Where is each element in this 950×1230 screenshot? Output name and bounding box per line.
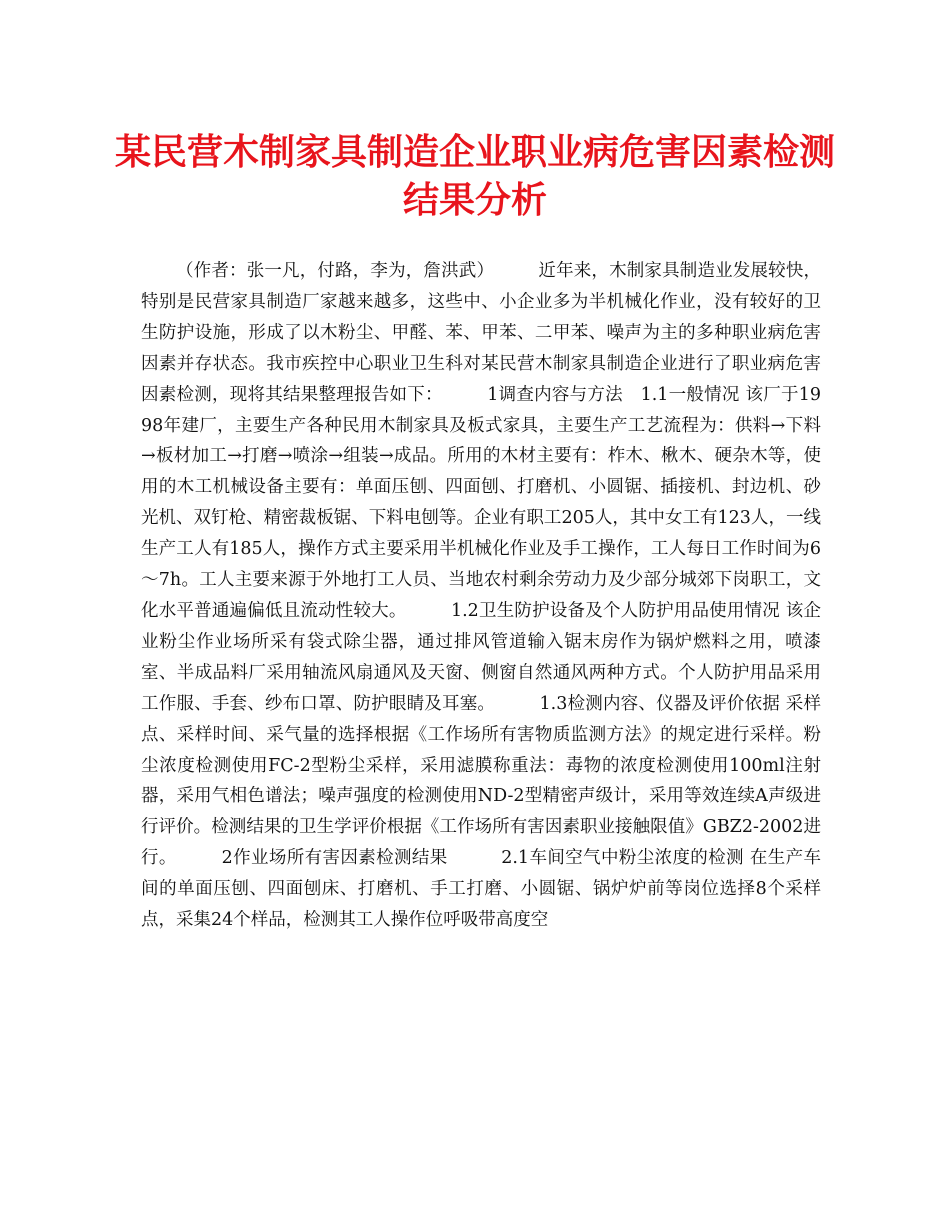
document-body: （作者：张一凡，付路，李为，詹洪武） 近年来，木制家具制造业发展较快，特别是民营家具制造厂家越来越多，这些中、小企业多为半机械化作业，没有较好的卫生防护设施，形成了以木粉尘、甲醛、苯、甲苯、二甲苯、噪声为主的多种职业病危害因素并存状态。我市疾控中心职业卫生科对某民营木制家具制造企业进行了职业病危害因素检测，现将其结果整理报告如下： 1调查内容与方法 1.1一般情况 该厂于1998年建厂，主要生产各种民用木制家具及板式家具，主要生产工艺流程为：供料→下料→板材加工→打磨→喷涂→组装→成品。所用的木材主要有：柞木、楸木、硬杂木等，使用的木工机械设备主要有：单面压刨、四面刨、打磨机、小圆锯、插接机、封边机、砂光机、双钉枪、精密裁板锯、下料电刨等。企业有职工205人，其中女工有123人，一线生产工人有185人，操作方式主要采用半机械化作业及手工操作，工人每日工作时间为6～7h。工人主要来源于外地打工人员、当地农村剩余劳动力及少部分城郊下岗职工，文化水平普通遍偏低且流动性较大。 1.2卫生防护设备及个人防护用品使用情况 该企业粉尘作业场所采有袋式除尘器，通过排风管道输入锯末房作为锅炉燃料之用，喷漆室、半成品料厂采用轴流风扇通风及天窗、侧窗自然通风两种方式。个人防护用品采用工作服、手套、纱布口罩、防护眼睛及耳塞。 1.3检测内容、仪器及评价依据 采样点、采样时间、采气量的选择根据《工作场所有害物质监测方法》的规定进行采样。粉尘浓度检测使用FC-2型粉尘采样，采用滤膜称重法：毒物的浓度检测使用100ml注射器，采用气相色谱法；噪声强度的检测使用ND-2型精密声级计，采用等效连续A声级进行评价。检测结果的卫生学评价根据《工作场所有害因素职业接触限值》GBZ2-2002进行。 2作业场所有害因素检测结果 2.1车间空气中粉尘浓度的检测 在生产车间的单面压刨、四面刨床、打磨机、手工打磨、小圆锯、锅炉炉前等岗位选择8个采样点，采集24个样品，检测其工人操作位呼吸带高度空	[141, 261, 821, 931]
document-title: 某民营木制家具制造企业职业病危害因素检测结果分析	[114, 131, 835, 221]
